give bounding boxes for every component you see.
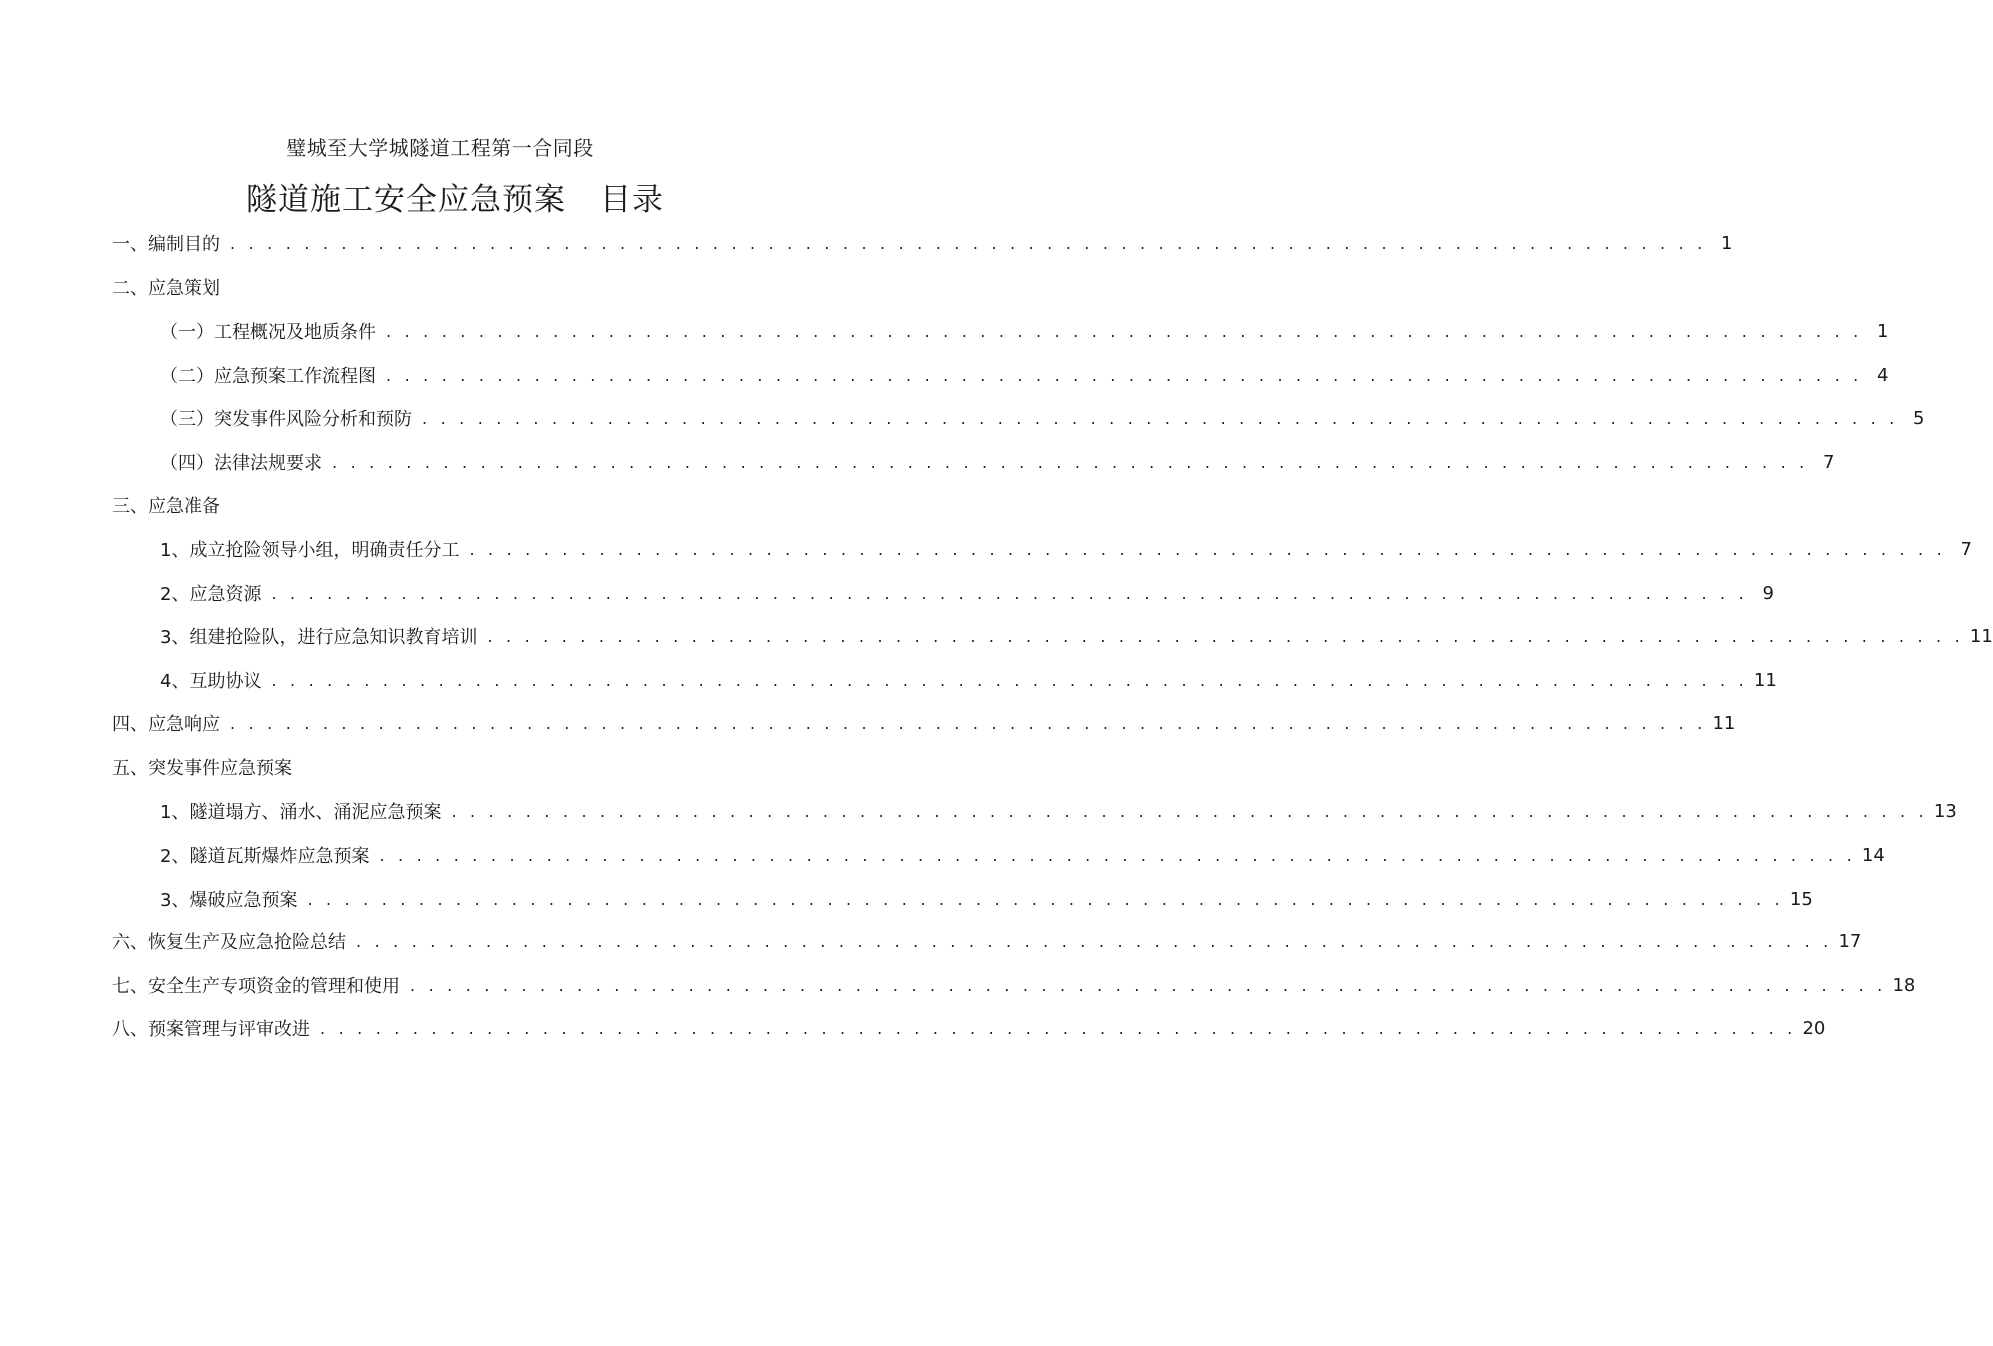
- document-subtitle: 璧城至大学城隧道工程第一合同段: [286, 136, 594, 160]
- toc-dot-leader: . . . . . . . . . . . . . . . . . . . . . . . . . . . . . . . . . . . . . . . . . . . . . . . . . . . . . . . . . . . . . . . . . . . . . . . . . . . . . . . .: [271, 584, 1748, 603]
- toc-entry-label: 七、安全生产专项资金的管理和使用: [112, 976, 400, 997]
- toc-entry-page-number: 11: [1969, 625, 1993, 647]
- toc-dot-leader: . . . . . . . . . . . . . . . . . . . . . . . . . . . . . . . . . . . . . . . . . . . . . . . . . . . . . . . . . . . . . . . . . . . . . . . . . . . . . . . .: [422, 409, 1899, 428]
- toc-entry-label: 四、应急响应: [112, 714, 220, 735]
- toc-entry-page-number: 11: [1753, 669, 1777, 691]
- toc-dot-leader: . . . . . . . . . . . . . . . . . . . . . . . . . . . . . . . . . . . . . . . . . . . . . . . . . . . . . . . . . . . . . . . . . . . . . . . . . . . . . . . .: [487, 627, 1964, 646]
- toc-entry-label: （三）突发事件风险分析和预防: [160, 409, 412, 430]
- toc-entry-label: 六、恢复生产及应急抢险总结: [112, 932, 346, 953]
- toc-entry[interactable]: [112, 1013, 1826, 1043]
- toc-entry-label: 八、预案管理与评审改进: [112, 1019, 310, 1040]
- toc-entry-page-number: 5: [1913, 407, 1925, 429]
- toc-entry-label: 1、成立抢险领导小组，明确责任分工: [160, 540, 460, 561]
- toc-entry-page-number: 15: [1789, 888, 1813, 910]
- toc-entry-label: 3、组建抢险队，进行应急知识教育培训: [160, 627, 478, 648]
- toc-entry[interactable]: [112, 272, 804, 302]
- toc-dot-leader: . . . . . . . . . . . . . . . . . . . . . . . . . . . . . . . . . . . . . . . . . . . . . . . . . . . . . . . . . . . . . . . . . . . . . . . . . . . . . . . .: [271, 671, 1748, 690]
- toc-entry-page-number: 7: [1960, 538, 1972, 560]
- toc-entry-label: 2、应急资源: [160, 584, 262, 605]
- title-suffix: 目录: [600, 182, 664, 218]
- toc-entry-label: 2、隧道瓦斯爆炸应急预案: [160, 846, 370, 867]
- toc-entry-page-number: 11: [1712, 712, 1736, 734]
- toc-entry-label: 三、应急准备: [112, 496, 220, 517]
- toc-entry-label: 3、爆破应急预案: [160, 890, 298, 911]
- toc-entry[interactable]: [160, 578, 1774, 608]
- toc-entry[interactable]: [160, 665, 1777, 695]
- toc-entry-label: （四）法律法规要求: [160, 453, 322, 474]
- toc-entry-page-number: 18: [1892, 974, 1916, 996]
- toc-entry-page-number: 1: [1877, 320, 1889, 342]
- toc-entry-page-number: 20: [1802, 1017, 1826, 1039]
- toc-dot-leader: . . . . . . . . . . . . . . . . . . . . . . . . . . . . . . . . . . . . . . . . . . . . . . . . . . . . . . . . . . . . . . . . . . . . . . . . . . . . . . . .: [320, 1019, 1797, 1038]
- toc-entry[interactable]: [112, 970, 1916, 1000]
- toc-entry[interactable]: [112, 228, 1733, 258]
- toc-dot-leader: . . . . . . . . . . . . . . . . . . . . . . . . . . . . . . . . . . . . . . . . . . . . . . . . . . . . . . . . . . . . . . . . . . . . . . . . . . . . . . . .: [307, 890, 1784, 909]
- toc-entry[interactable]: [160, 403, 1925, 433]
- toc-entry-page-number: 13: [1933, 800, 1957, 822]
- toc-entry[interactable]: [160, 621, 1993, 651]
- toc-dot-leader: . . . . . . . . . . . . . . . . . . . . . . . . . . . . . . . . . . . . . . . . . . . . . . . . . . . . . . . . . . . . . . . . . . . . . . . . . . . . . . . .: [410, 976, 1887, 995]
- toc-entry[interactable]: [160, 796, 1957, 826]
- toc-dot-leader: . . . . . . . . . . . . . . . . . . . . . . . . . . . . . . . . . . . . . . . . . . . . . . . . . . . . . . . . . . . . . . . . . . . . . . . . . . . . . . . .: [230, 234, 1707, 253]
- title-main: 隧道施工安全应急预案: [246, 182, 566, 218]
- toc-dot-leader: . . . . . . . . . . . . . . . . . . . . . . . . . . . . . . . . . . . . . . . . . . . . . . . . . . . . . . . . . . . . . . . . . . . . . . . . . . . . . . . .: [356, 932, 1833, 951]
- toc-entry-label: 五、突发事件应急预案: [112, 758, 292, 779]
- toc-entry-page-number: 4: [1877, 364, 1889, 386]
- toc-entry-label: 二、应急策划: [112, 278, 220, 299]
- toc-entry[interactable]: [160, 534, 1972, 564]
- toc-entry[interactable]: [112, 708, 1736, 738]
- toc-entry[interactable]: [112, 926, 1862, 956]
- toc-entry-page-number: 1: [1721, 232, 1733, 254]
- toc-entry[interactable]: [160, 316, 1889, 346]
- toc-entry-label: （二）应急预案工作流程图: [160, 366, 376, 387]
- toc-entry[interactable]: [160, 447, 1835, 477]
- toc-entry[interactable]: [160, 360, 1889, 390]
- toc-dot-leader: . . . . . . . . . . . . . . . . . . . . . . . . . . . . . . . . . . . . . . . . . . . . . . . . . . . . . . . . . . . . . . . . . . . . . . . . . . . . . . . .: [332, 453, 1809, 472]
- toc-dot-leader: . . . . . . . . . . . . . . . . . . . . . . . . . . . . . . . . . . . . . . . . . . . . . . . . . . . . . . . . . . . . . . . . . . . . . . . . . . . . . . . .: [230, 714, 1707, 733]
- toc-entry-page-number: 17: [1838, 930, 1862, 952]
- toc-entry[interactable]: [112, 752, 804, 782]
- document-title: [0, 174, 910, 219]
- toc-entry-page-number: 14: [1861, 844, 1885, 866]
- toc-entry-page-number: 7: [1823, 451, 1835, 473]
- toc-entry-label: （一）工程概况及地质条件: [160, 322, 376, 343]
- toc-dot-leader: . . . . . . . . . . . . . . . . . . . . . . . . . . . . . . . . . . . . . . . . . . . . . . . . . . . . . . . . . . . . . . . . . . . . . . . . . . . . . . . .: [386, 322, 1863, 341]
- toc-dot-leader: . . . . . . . . . . . . . . . . . . . . . . . . . . . . . . . . . . . . . . . . . . . . . . . . . . . . . . . . . . . . . . . . . . . . . . . . . . . . . . . .: [451, 802, 1928, 821]
- toc-entry[interactable]: [160, 840, 1885, 870]
- toc-entry-label: 1、隧道塌方、涌水、涌泥应急预案: [160, 802, 442, 823]
- toc-entry-page-number: 9: [1762, 582, 1774, 604]
- toc-entry-label: 4、互助协议: [160, 671, 262, 692]
- toc-dot-leader: . . . . . . . . . . . . . . . . . . . . . . . . . . . . . . . . . . . . . . . . . . . . . . . . . . . . . . . . . . . . . . . . . . . . . . . . . . . . . . . .: [379, 846, 1856, 865]
- toc-dot-leader: . . . . . . . . . . . . . . . . . . . . . . . . . . . . . . . . . . . . . . . . . . . . . . . . . . . . . . . . . . . . . . . . . . . . . . . . . . . . . . . .: [469, 540, 1946, 559]
- toc-entry-label: 一、编制目的: [112, 234, 220, 255]
- toc-entry[interactable]: [112, 490, 804, 520]
- toc-entry[interactable]: [160, 884, 1813, 914]
- toc-dot-leader: . . . . . . . . . . . . . . . . . . . . . . . . . . . . . . . . . . . . . . . . . . . . . . . . . . . . . . . . . . . . . . . . . . . . . . . . . . . . . . . .: [386, 366, 1863, 385]
